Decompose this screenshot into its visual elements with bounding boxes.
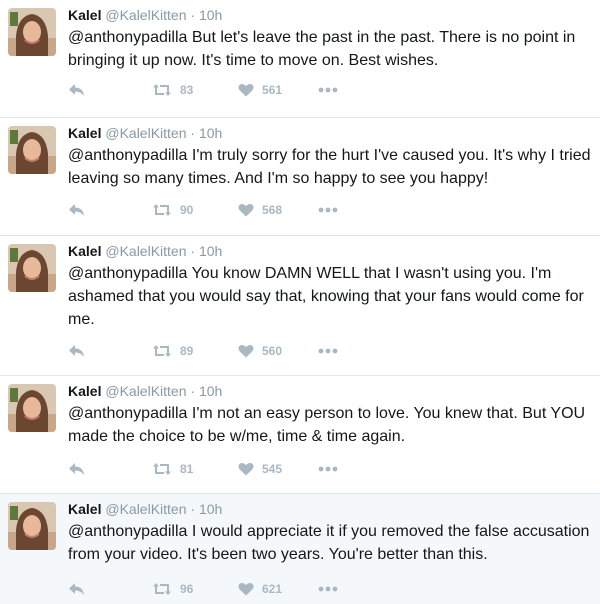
avatar[interactable]	[8, 384, 56, 432]
tweet[interactable]	[0, 118, 600, 236]
heart-icon	[238, 582, 254, 596]
like-count: 560	[262, 344, 283, 358]
tweet-actions	[68, 200, 368, 220]
timestamp[interactable]: 10h	[198, 125, 223, 141]
more-icon	[318, 348, 338, 354]
like-count: 561	[262, 83, 283, 97]
more-button[interactable]	[318, 80, 338, 100]
more-button[interactable]	[318, 459, 338, 479]
avatar[interactable]	[8, 8, 56, 56]
reply-button[interactable]	[68, 579, 86, 599]
more-button[interactable]	[318, 341, 338, 361]
tweet-actions	[68, 341, 368, 361]
tweet[interactable]	[0, 236, 600, 376]
like-button[interactable]	[238, 459, 282, 479]
avatar[interactable]	[8, 502, 56, 550]
user-name[interactable]: Kalel	[68, 243, 102, 259]
reply-button[interactable]	[68, 341, 86, 361]
separator: ·	[190, 383, 196, 399]
retweet-count: 89	[180, 344, 194, 358]
user-handle[interactable]: @KalelKitten	[105, 125, 187, 141]
avatar[interactable]	[8, 244, 56, 292]
more-icon	[318, 207, 338, 213]
like-count: 621	[262, 582, 283, 596]
like-button[interactable]	[238, 341, 282, 361]
reply-icon	[68, 83, 86, 97]
separator: ·	[190, 243, 196, 259]
user-name[interactable]: Kalel	[68, 501, 102, 517]
timestamp[interactable]: 10h	[198, 7, 223, 23]
retweet-icon	[152, 462, 172, 476]
tweet[interactable]	[0, 0, 600, 118]
like-button[interactable]	[238, 80, 282, 100]
user-name[interactable]: Kalel	[68, 125, 102, 141]
like-button[interactable]	[238, 579, 282, 599]
avatar[interactable]	[8, 126, 56, 174]
separator: ·	[190, 7, 196, 23]
retweet-button[interactable]	[152, 341, 193, 361]
tweet-actions	[68, 459, 368, 479]
timestamp[interactable]: 10h	[198, 383, 223, 399]
heart-icon	[238, 462, 254, 476]
like-button[interactable]	[238, 200, 282, 220]
retweet-button[interactable]	[152, 579, 193, 599]
reply-icon	[68, 462, 86, 476]
retweet-icon	[152, 203, 172, 217]
tweet-header	[68, 242, 222, 260]
more-button[interactable]	[318, 200, 338, 220]
retweet-button[interactable]	[152, 80, 193, 100]
tweet[interactable]	[0, 494, 600, 604]
more-icon	[318, 466, 338, 472]
reply-button[interactable]	[68, 200, 86, 220]
user-name[interactable]: Kalel	[68, 383, 102, 399]
more-icon	[318, 586, 338, 592]
user-handle[interactable]: @KalelKitten	[105, 243, 187, 259]
tweet-text: @anthonypadilla I'm truly sorry for the hurt I've caused you. It's why I tried leaving so many times. And I'm so happy to see you happy!	[68, 147, 591, 187]
tweet-actions	[68, 80, 368, 100]
reply-button[interactable]	[68, 80, 86, 100]
retweet-count: 96	[180, 582, 194, 596]
tweet-header	[68, 124, 222, 142]
tweet-text: @anthonypadilla I would appreciate it if you removed the false accusation from your video. It's been two years. You're better than this.	[68, 523, 590, 563]
timestamp[interactable]: 10h	[198, 501, 223, 517]
user-handle[interactable]: @KalelKitten	[105, 501, 187, 517]
reply-icon	[68, 203, 86, 217]
like-count: 545	[262, 462, 283, 476]
separator: ·	[190, 501, 196, 517]
tweet-text: @anthonypadilla I'm not an easy person to love. You knew that. But YOU made the choice to be w/me, time & time again.	[68, 405, 586, 445]
retweet-count: 90	[180, 203, 194, 217]
user-handle[interactable]: @KalelKitten	[105, 383, 187, 399]
retweet-count: 81	[180, 462, 194, 476]
tweet-text: @anthonypadilla You know DAMN WELL that I wasn't using you. I'm ashamed that you would say that, knowing that your fans would come for me.	[68, 265, 584, 328]
more-icon	[318, 87, 338, 93]
reply-icon	[68, 582, 86, 596]
tweet-header	[68, 6, 222, 24]
retweet-button[interactable]	[152, 200, 193, 220]
tweet-text: @anthonypadilla But let's leave the past in the past. There is no point in bringing it up now. It's time to move on. Best wishes.	[68, 29, 576, 69]
more-button[interactable]	[318, 579, 338, 599]
timestamp[interactable]: 10h	[198, 243, 223, 259]
retweet-icon	[152, 344, 172, 358]
reply-button[interactable]	[68, 459, 86, 479]
heart-icon	[238, 83, 254, 97]
retweet-button[interactable]	[152, 459, 193, 479]
user-name[interactable]: Kalel	[68, 7, 102, 23]
tweet-header	[68, 500, 222, 518]
user-handle[interactable]: @KalelKitten	[105, 7, 187, 23]
like-count: 568	[262, 203, 283, 217]
retweet-count: 83	[180, 83, 194, 97]
reply-icon	[68, 344, 86, 358]
tweet[interactable]	[0, 376, 600, 494]
retweet-icon	[152, 83, 172, 97]
heart-icon	[238, 344, 254, 358]
tweet-header	[68, 382, 222, 400]
retweet-icon	[152, 582, 172, 596]
separator: ·	[190, 125, 196, 141]
tweet-actions	[68, 579, 368, 599]
heart-icon	[238, 203, 254, 217]
